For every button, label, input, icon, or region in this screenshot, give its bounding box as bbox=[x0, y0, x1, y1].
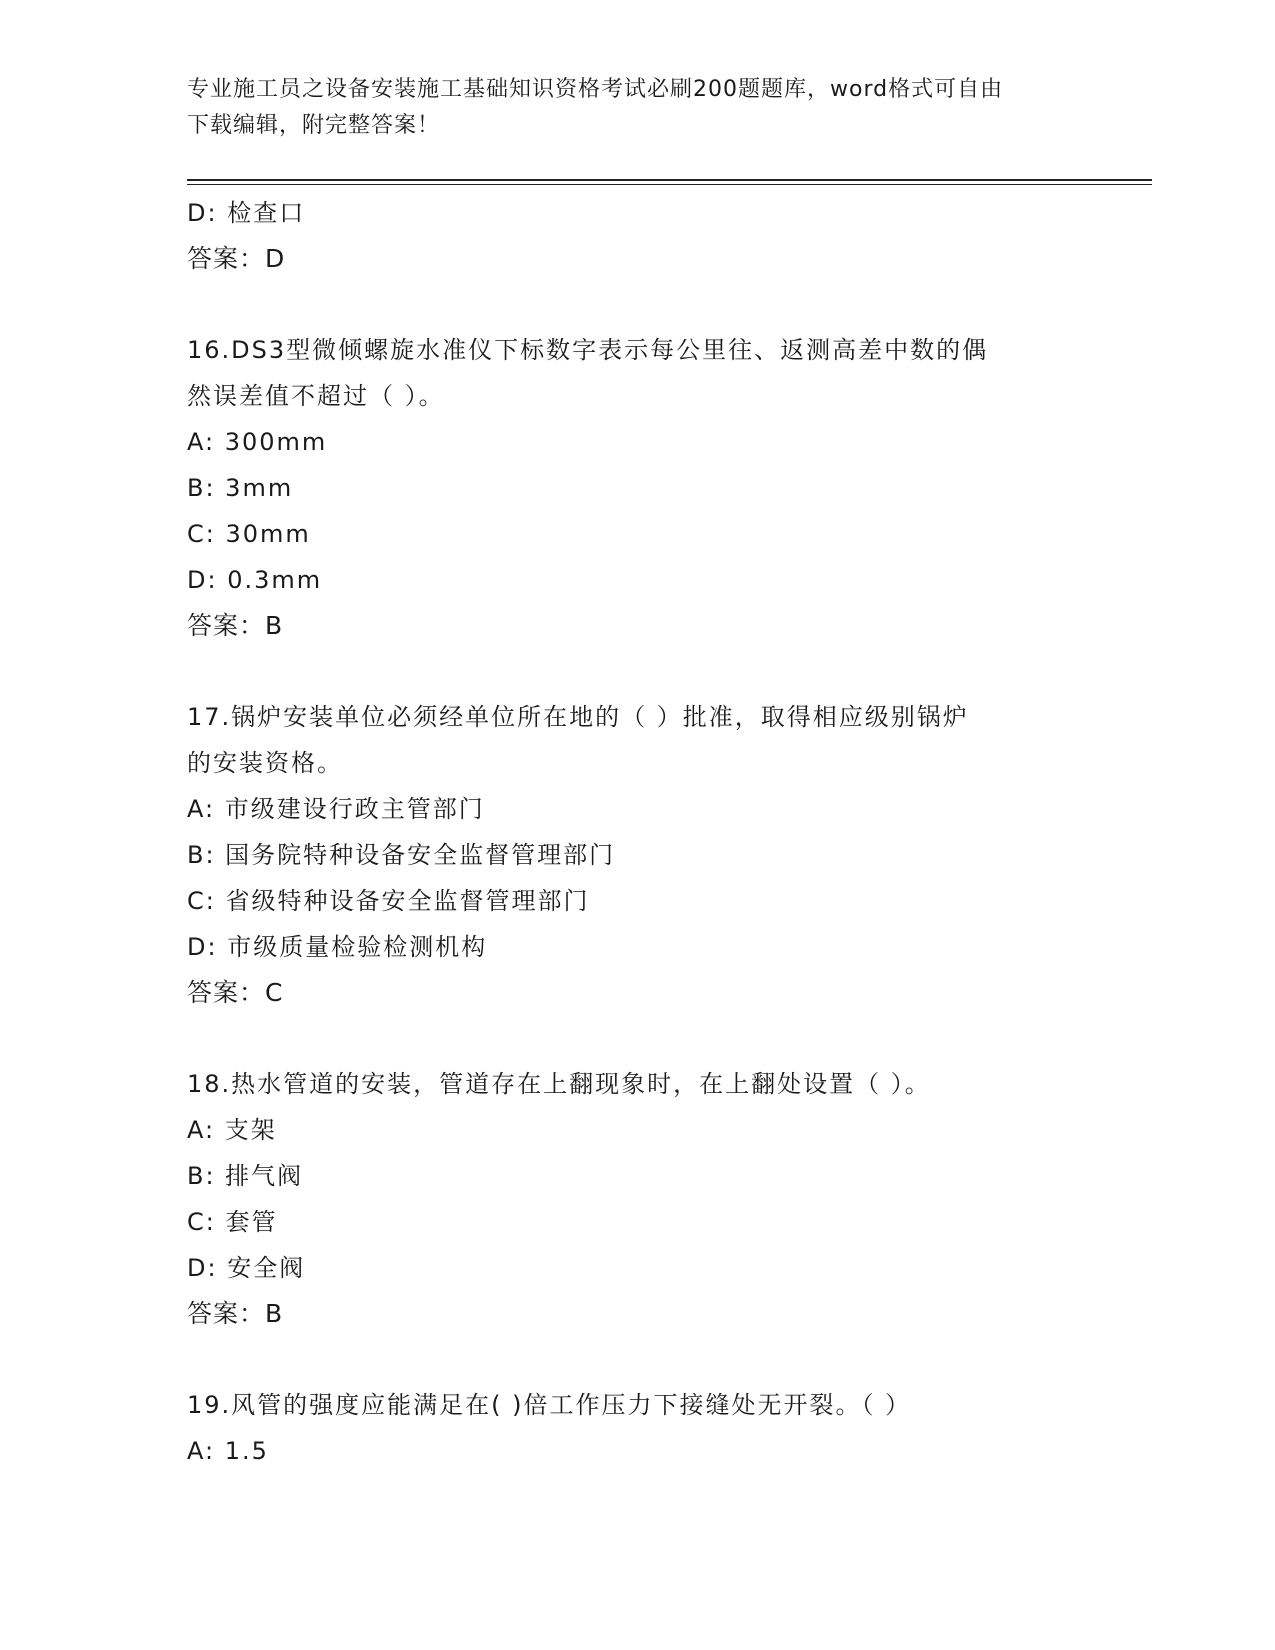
option-d: D: 安全阀 bbox=[187, 1254, 306, 1282]
question-17 bbox=[187, 694, 1087, 1016]
answer-line: 答案：B bbox=[187, 611, 284, 640]
option-d: D: 市级质量检验检测机构 bbox=[187, 933, 488, 961]
question-18 bbox=[187, 1061, 1087, 1337]
question-list bbox=[187, 190, 1087, 1474]
answer-line: 答案：C bbox=[187, 978, 284, 1007]
option-a: A: 市级建设行政主管部门 bbox=[187, 795, 485, 823]
option-d: D: 0.3mm bbox=[187, 566, 323, 594]
previous-question-tail bbox=[187, 190, 1087, 282]
header-divider-thin bbox=[187, 184, 1152, 185]
question-text: 18.热水管道的安装，管道存在上翻现象时，在上翻处设置（ ）。 bbox=[187, 1070, 931, 1098]
option-c: C: 省级特种设备安全监督管理部门 bbox=[187, 887, 590, 915]
option-a: A: 300mm bbox=[187, 428, 328, 456]
option-c: C: 套管 bbox=[187, 1208, 278, 1236]
question-19 bbox=[187, 1382, 1087, 1474]
question-text: 17.锅炉安装单位必须经单位所在地的（ ）批准，取得相应级别锅炉 的安装资格。 bbox=[187, 703, 969, 777]
answer-line: 答案：D bbox=[187, 244, 286, 273]
option-b: B: 3mm bbox=[187, 474, 294, 502]
option-a: A: 1.5 bbox=[187, 1437, 269, 1465]
question-text: 19.风管的强度应能满足在( )倍工作压力下接缝处无开裂。（ ） bbox=[187, 1391, 912, 1419]
answer-line: 答案：B bbox=[187, 1299, 284, 1328]
question-16 bbox=[187, 327, 1087, 649]
option-a: A: 支架 bbox=[187, 1116, 277, 1144]
option-b: B: 国务院特种设备安全监督管理部门 bbox=[187, 841, 616, 869]
option-b: B: 排气阀 bbox=[187, 1162, 304, 1190]
option-d: D: 检查口 bbox=[187, 199, 306, 227]
question-text: 16.DS3型微倾螺旋水准仪下标数字表示每公里往、返测高差中数的偶 然误差值不超过（ ）。 bbox=[187, 336, 989, 410]
header-divider-thick bbox=[187, 179, 1152, 181]
option-c: C: 30mm bbox=[187, 520, 311, 548]
document-title: 专业施工员之设备安装施工基础知识资格考试必刷200题题库，word格式可自由 下载编辑，附完整答案！ bbox=[187, 77, 1004, 138]
